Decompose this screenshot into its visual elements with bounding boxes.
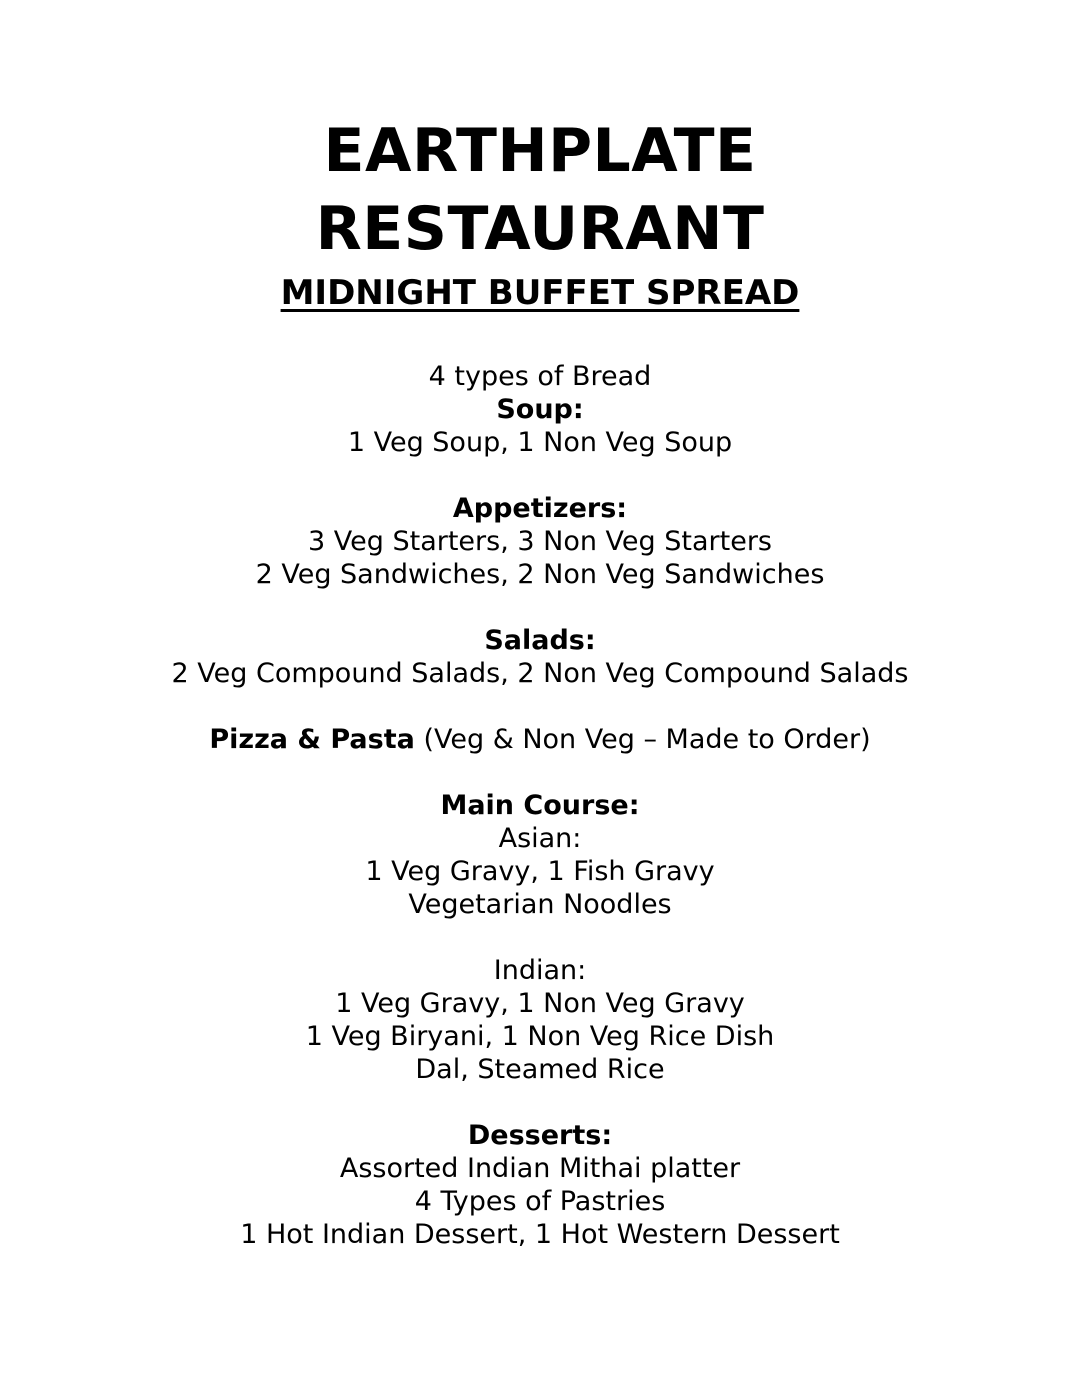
pizza-pasta-detail: (Veg & Non Veg – Made to Order) xyxy=(423,724,871,755)
desserts-heading: Desserts: xyxy=(467,1120,613,1151)
section-spacer xyxy=(0,690,1080,723)
soup-heading: Soup: xyxy=(496,394,584,425)
indian-gravies: 1 Veg Gravy, 1 Non Veg Gravy xyxy=(335,988,745,1019)
restaurant-title-line-1: EARTHPLATE xyxy=(323,116,757,186)
desserts-hot: 1 Hot Indian Dessert, 1 Hot Western Dessert xyxy=(240,1219,840,1250)
bread-line: 4 types of Bread xyxy=(428,361,652,392)
appetizers-sandwiches: 2 Veg Sandwiches, 2 Non Veg Sandwiches xyxy=(255,559,825,590)
indian-rice-dishes: 1 Veg Biryani, 1 Non Veg Rice Dish xyxy=(305,1021,775,1052)
soup-items: 1 Veg Soup, 1 Non Veg Soup xyxy=(347,427,733,458)
desserts-mithai: Assorted Indian Mithai platter xyxy=(339,1153,741,1184)
desserts-pastries: 4 Types of Pastries xyxy=(414,1186,666,1217)
menu-subtitle: MIDNIGHT BUFFET SPREAD xyxy=(280,273,800,313)
section-spacer xyxy=(0,756,1080,789)
section-spacer xyxy=(0,591,1080,624)
appetizers-starters: 3 Veg Starters, 3 Non Veg Starters xyxy=(308,526,772,557)
salads-items: 2 Veg Compound Salads, 2 Non Veg Compound Salads xyxy=(171,658,909,689)
menu-body xyxy=(0,360,1080,1251)
section-spacer xyxy=(0,459,1080,492)
asian-noodles: Vegetarian Noodles xyxy=(408,889,672,920)
pizza-pasta-line xyxy=(0,723,1080,756)
asian-subheading: Asian: xyxy=(498,823,582,854)
pizza-pasta-heading: Pizza & Pasta xyxy=(209,724,415,755)
indian-dal-rice: Dal, Steamed Rice xyxy=(415,1054,665,1085)
section-spacer xyxy=(0,1086,1080,1119)
section-spacer xyxy=(0,921,1080,954)
appetizers-heading: Appetizers: xyxy=(452,493,628,524)
indian-subheading: Indian: xyxy=(493,955,587,986)
restaurant-title xyxy=(0,112,1080,268)
asian-gravies: 1 Veg Gravy, 1 Fish Gravy xyxy=(365,856,715,887)
salads-heading: Salads: xyxy=(484,625,596,656)
restaurant-title-line-2: RESTAURANT xyxy=(315,194,765,264)
main-course-heading: Main Course: xyxy=(440,790,640,821)
